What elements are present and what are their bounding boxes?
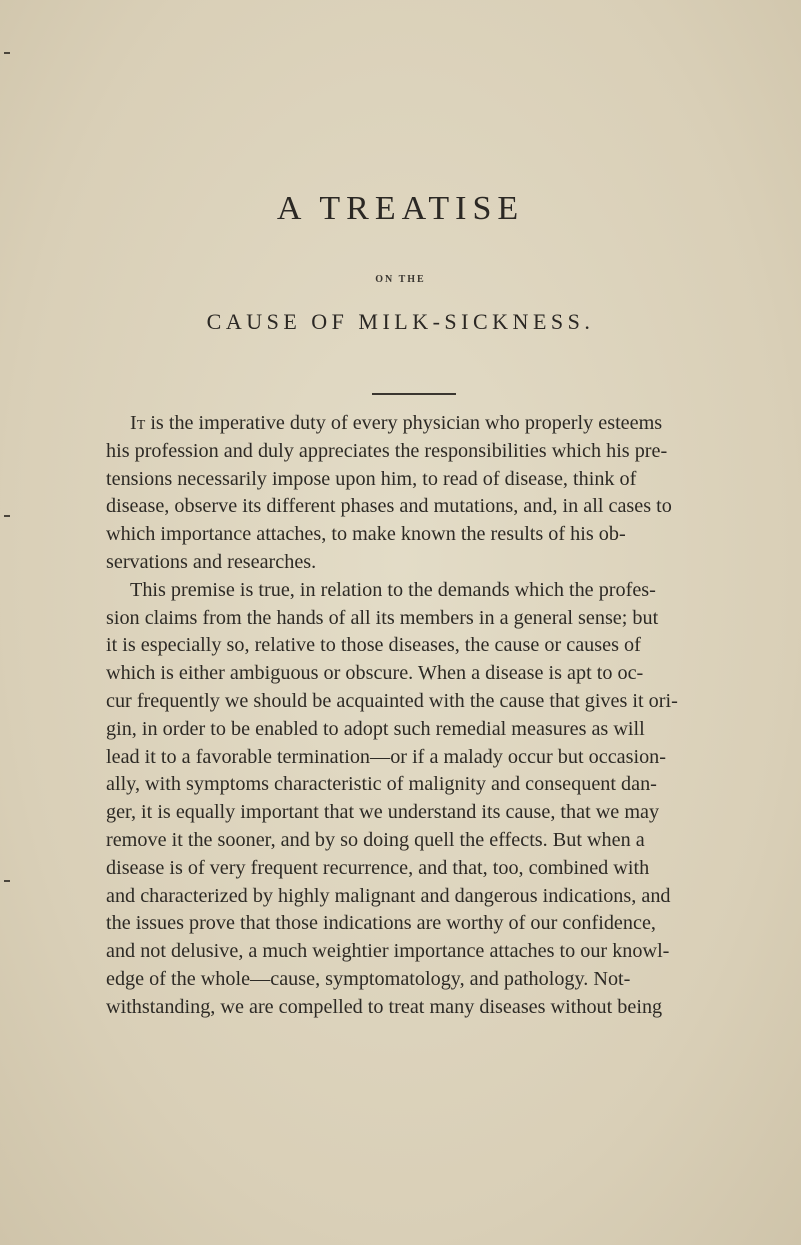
text-line: This premise is true, in relation to the demands which the profes-	[130, 578, 656, 601]
text-line: tensions necessarily impose upon him, to read of disease, think of	[106, 467, 637, 490]
text-line: remove it the sooner, and by so doing quell the effects. But when a	[106, 828, 645, 851]
text-line: and not delusive, a much weightier importance attaches to our knowl-	[106, 940, 670, 963]
title-connector: ON THE	[375, 274, 426, 285]
text-line: lead it to a favorable termination—or if a malady occur but occasion-	[106, 745, 666, 768]
opening-word: It	[130, 412, 146, 434]
body-text	[106, 410, 795, 1022]
text-line: and characterized by highly malignant and dangerous indications, and	[106, 884, 671, 907]
text-line: gin, in order to be enabled to adopt such remedial measures as will	[106, 717, 645, 740]
text-line: the issues prove that those indications are worthy of our confidence,	[106, 912, 656, 935]
text-line: his profession and duly appreciates the responsibilities which his pre-	[106, 439, 668, 462]
page-subtitle: CAUSE OF MILK-SICKNESS.	[206, 309, 595, 334]
text-line: disease, observe its different phases and mutations, and, in all cases to	[106, 495, 672, 518]
margin-mark	[4, 52, 10, 54]
title-divider	[372, 393, 456, 395]
text-line: cur frequently we should be acquainted with the cause that gives it ori-	[106, 689, 678, 712]
text-line: ally, with symptoms characteristic of malignity and consequent dan-	[106, 773, 657, 796]
text-line: which importance attaches, to make known the results of his ob-	[106, 523, 626, 546]
text-line: disease is of very frequent recurrence, and that, too, combined with	[106, 856, 650, 879]
text-line: sion claims from the hands of all its members in a general sense; but	[106, 606, 659, 629]
text-line: which is either ambiguous or obscure. When a disease is apt to oc-	[106, 662, 644, 685]
text-line: withstanding, we are compelled to treat many diseases without being	[106, 995, 663, 1018]
text-line: edge of the whole—cause, symptomatology, and pathology. Not-	[106, 967, 631, 990]
text-line: It is the imperative duty of every physician who properly esteems	[130, 412, 663, 434]
margin-mark	[4, 515, 10, 517]
margin-mark	[4, 880, 10, 882]
text-line: it is especially so, relative to those diseases, the cause or causes of	[106, 634, 641, 657]
text-line: servations and researches.	[106, 550, 317, 573]
page-title: A TREATISE	[276, 190, 525, 227]
text-line: ger, it is equally important that we understand its cause, that we may	[106, 801, 660, 824]
